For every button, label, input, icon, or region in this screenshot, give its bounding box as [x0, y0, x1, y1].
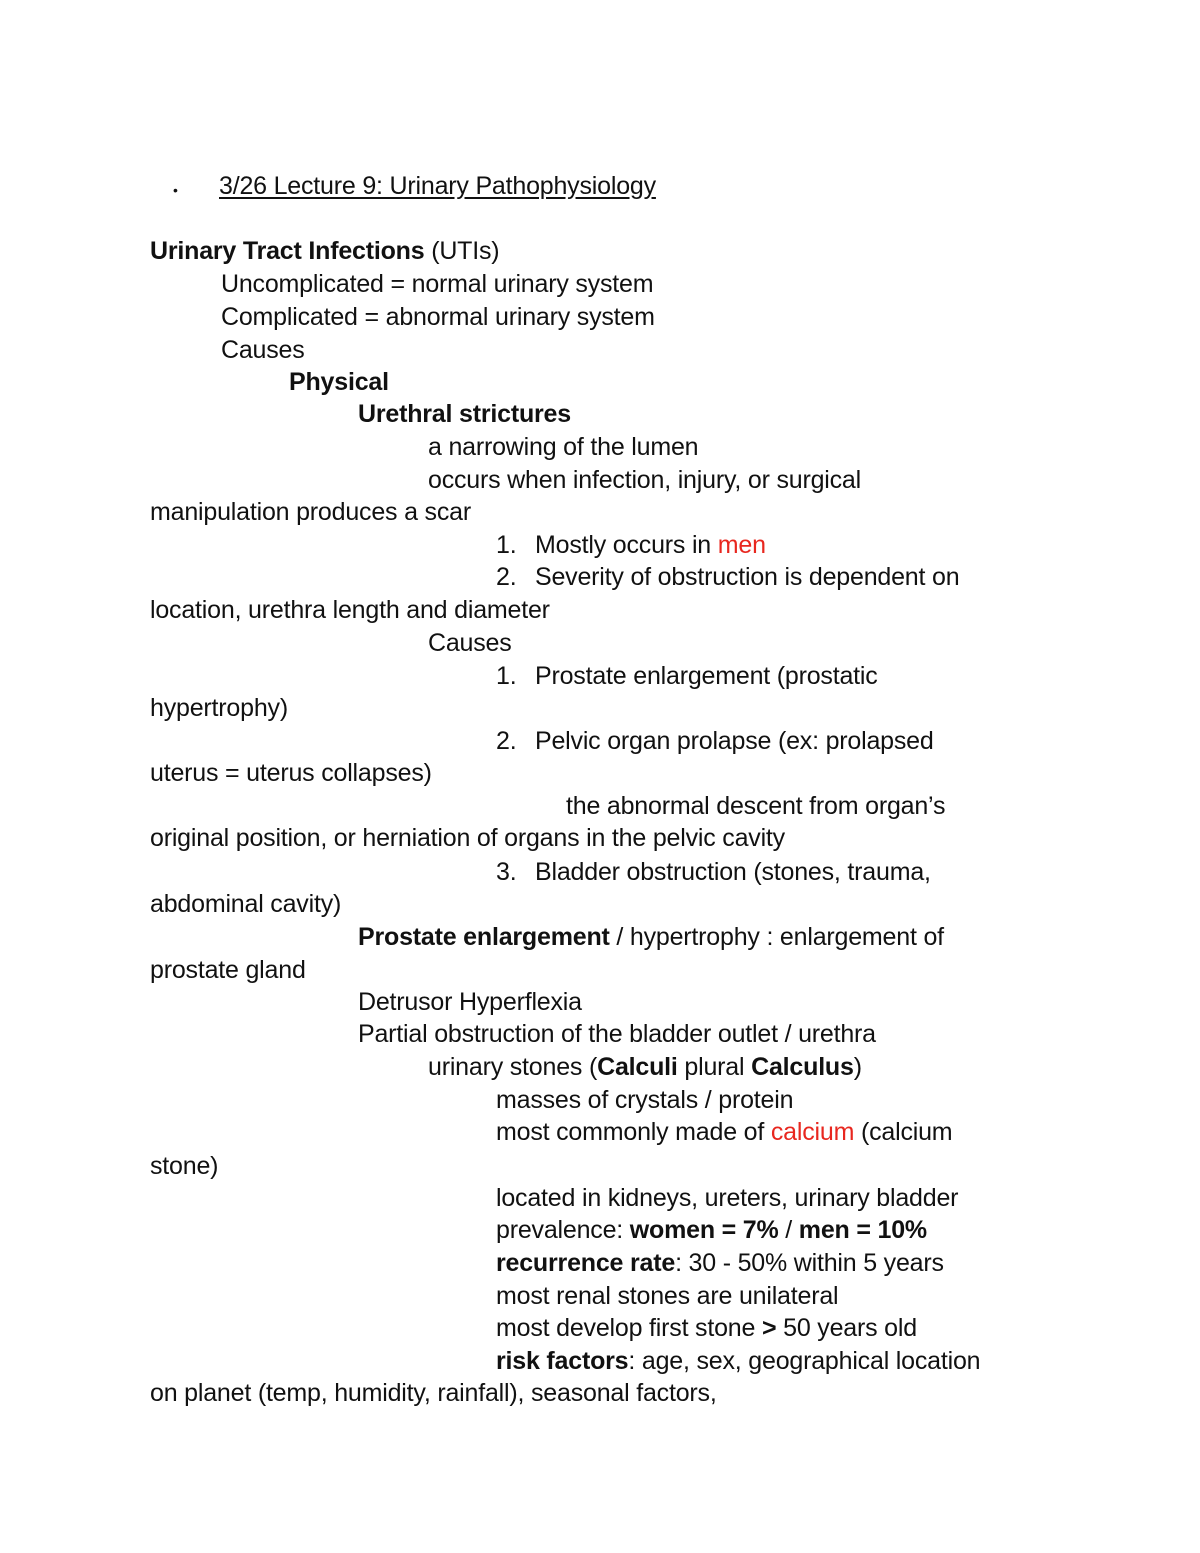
- calculus-term: Calculus: [751, 1053, 854, 1081]
- prostate-definition: / hypertrophy : enlargement of: [609, 923, 944, 951]
- greater-than-sign: >: [761, 1314, 777, 1342]
- list-item-wrap: location, urethra length and diameter: [150, 596, 550, 624]
- unilateral-line: most renal stones are unilateral: [496, 1282, 839, 1310]
- causes-heading: Causes: [221, 336, 305, 364]
- recurrence-line: [496, 1247, 944, 1279]
- prolapse-definition-wrap: original position, or herniation of organs in the pelvic cavity: [150, 824, 785, 852]
- calcium-text: most commonly made of: [496, 1118, 771, 1146]
- risk-factors-term: risk factors: [496, 1347, 629, 1375]
- list-number: 1.: [496, 662, 517, 690]
- list-number: 2.: [496, 563, 517, 591]
- stones-text: urinary stones (: [428, 1053, 598, 1081]
- risk-factors-text: : age, sex, geographical location: [628, 1347, 981, 1375]
- physical-heading: Physical: [289, 368, 389, 396]
- first-stone-text: 50 years old: [776, 1314, 917, 1342]
- recurrence-term: recurrence rate: [496, 1249, 676, 1277]
- list-item: [535, 529, 766, 561]
- uti-heading-bold: Urinary Tract Infections: [150, 237, 425, 265]
- stones-text: plural: [677, 1053, 752, 1081]
- prostate-term: Prostate enlargement: [358, 923, 610, 951]
- list-number: 3.: [496, 858, 517, 886]
- masses-line: masses of crystals / protein: [496, 1086, 794, 1114]
- partial-obstruction-line: Partial obstruction of the bladder outlet / urethra: [358, 1020, 876, 1048]
- page-title: 3/26 Lecture 9: Urinary Pathophysiology: [219, 172, 656, 200]
- list-item: Bladder obstruction (stones, trauma,: [535, 858, 931, 886]
- highlight-men: men: [717, 531, 766, 559]
- list-item: Prostate enlargement (prostatic: [535, 662, 878, 690]
- highlight-calcium: calcium: [770, 1118, 855, 1146]
- complicated-line: Complicated = abnormal urinary system: [221, 303, 655, 331]
- calcium-line: [496, 1116, 952, 1148]
- list-item-text: Mostly occurs in: [535, 531, 718, 559]
- recurrence-value: : 30 - 50% within 5 years: [675, 1249, 944, 1277]
- uncomplicated-line: Uncomplicated = normal urinary system: [221, 270, 654, 298]
- list-item-wrap: uterus = uterus collapses): [150, 759, 432, 787]
- prostate-line: [358, 921, 944, 953]
- calcium-line-wrap: stone): [150, 1152, 219, 1180]
- occurs-line: occurs when infection, injury, or surgical: [428, 466, 861, 494]
- list-item-wrap: abdominal cavity): [150, 890, 342, 918]
- uti-heading: [150, 235, 499, 267]
- urethral-strictures-heading: Urethral strictures: [358, 400, 571, 428]
- calculi-term: Calculi: [597, 1053, 678, 1081]
- urinary-stones-line: [428, 1051, 862, 1083]
- prevalence-sep: /: [778, 1216, 799, 1244]
- narrowing-line: a narrowing of the lumen: [428, 433, 699, 461]
- prevalence-men: men = 10%: [798, 1216, 927, 1244]
- first-stone-text: most develop first stone: [496, 1314, 762, 1342]
- uti-heading-abbr: (UTIs): [424, 237, 500, 265]
- prostate-line-wrap: prostate gland: [150, 956, 306, 984]
- list-item: Severity of obstruction is dependent on: [535, 563, 960, 591]
- prolapse-definition: the abnormal descent from organ’s: [566, 792, 946, 820]
- causes-subheading: Causes: [428, 629, 512, 657]
- first-stone-line: [496, 1312, 917, 1344]
- detrusor-line: Detrusor Hyperflexia: [358, 988, 582, 1016]
- calcium-text: (calcium: [854, 1118, 953, 1146]
- list-number: 2.: [496, 727, 517, 755]
- prevalence-label: prevalence:: [496, 1216, 630, 1244]
- prevalence-women: women = 7%: [629, 1216, 779, 1244]
- risk-factors-line: [496, 1345, 980, 1377]
- list-item: Pelvic organ prolapse (ex: prolapsed: [535, 727, 934, 755]
- stones-text: ): [853, 1053, 862, 1081]
- risk-factors-line-wrap: on planet (temp, humidity, rainfall), seasonal factors,: [150, 1379, 717, 1407]
- list-number: 1.: [496, 531, 517, 559]
- prevalence-line: [496, 1214, 927, 1246]
- located-line: located in kidneys, ureters, urinary bladder: [496, 1184, 959, 1212]
- bullet-marker: •: [173, 182, 178, 198]
- list-item-wrap: hypertrophy): [150, 694, 288, 722]
- occurs-line-wrap: manipulation produces a scar: [150, 498, 471, 526]
